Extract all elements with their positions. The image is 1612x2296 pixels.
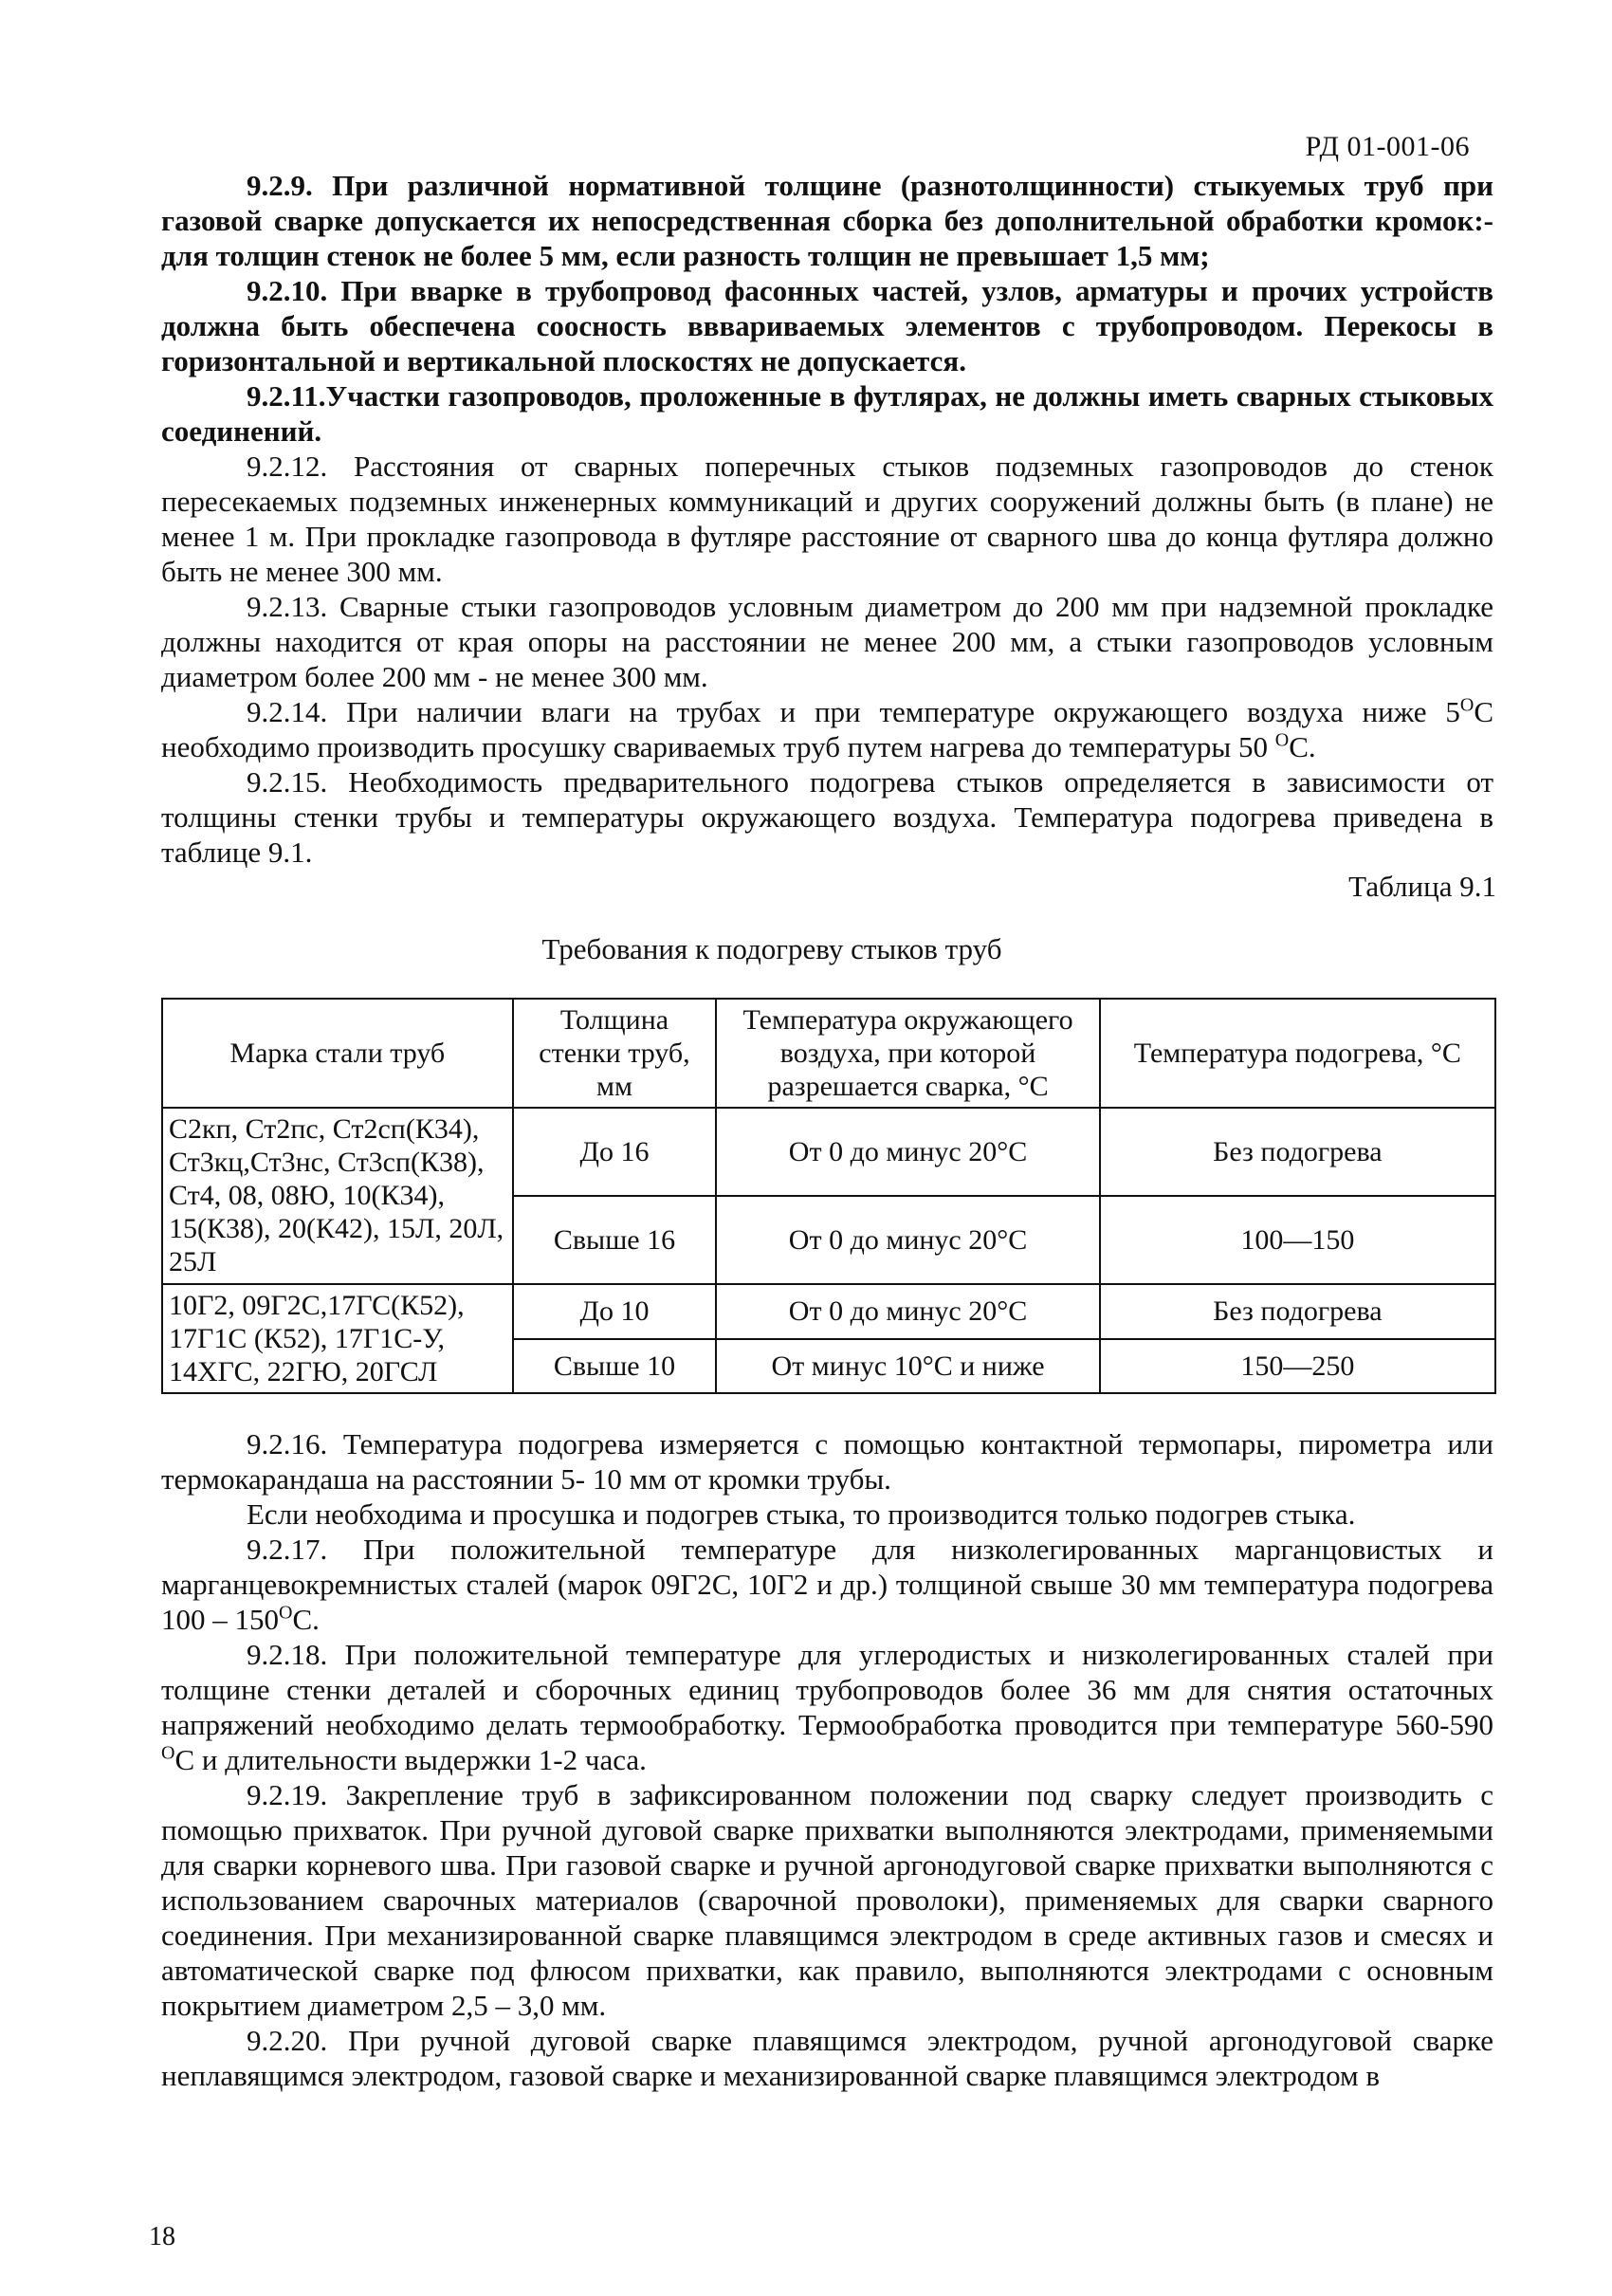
preheat-cell: Без подогрева [1100, 1284, 1495, 1339]
paragraph-9-2-19: 9.2.19. Закрепление труб в зафиксированном положении под сварку следует производить с помощью прихваток. При ручной дуговой сварке прихватки выполняются электродами, применяемыми для сварки корневого шва. При газовой сварке и ручной аргонодуговой сварке прихватки выполняются с использованием сварочных материалов (сварочной проволоки), применяемых для сварки сварного соединения. При механизированной сварке плавящимся электродом в среде активных газов и смесях и автоматической сварке под флюсом прихватки, как правило, выполняются электродами с основным покрытием диаметром 2,5 – 3,0 мм. [161, 1778, 1493, 2022]
preheat-requirements-table [161, 998, 1496, 1394]
steel-grade-cell: 10Г2, 09Г2С,17ГС(К52), 17Г1С (К52), 17Г1С-У, 14ХГС, 22ГЮ, 20ГСЛ [162, 1284, 513, 1393]
paragraph-9-2-12: 9.2.12. Расстояния от сварных поперечных стыков подземных газопроводов до стенок пересекаемых подземных инженерных коммуникаций и других сооружений должны быть (в плане) не менее 1 м. При прокладке газопровода в футляре расстояние от сварного шва до конца футляра должно быть не менее 300 мм. [161, 450, 1493, 588]
header-ambient-temperature: Температура окружающего воздуха, при которой разрешается сварка, °С [716, 999, 1099, 1108]
preheat-cell: 150—250 [1100, 1339, 1495, 1394]
thickness-cell: До 16 [513, 1108, 717, 1196]
table-label: Таблица 9.1 [1348, 870, 1496, 903]
header-preheat-temperature: Температура подогрева, °С [1100, 999, 1495, 1108]
ambient-cell: От минус 10°С и ниже [716, 1339, 1099, 1394]
thickness-cell: До 10 [513, 1284, 717, 1339]
paragraph-9-2-15: 9.2.15. Необходимость предварительного подогрева стыков определяется в зависимости от толщины стенки трубы и температуры окружающего воздуха. Температура подогрева приведена в таблице 9.1. [161, 765, 1493, 869]
table-row [162, 1284, 1495, 1339]
paragraph-9-2-18: 9.2.18. При положительной температуре для углеродистых и низколегированных сталей при толщине стенки деталей и сборочных единиц трубопроводов более 36 мм для снятия остаточных напряжений необходимо делать термообработку. Термообработка проводится при температуре 560-590 $^O$С и длительности выдержки 1-2 часа. [161, 1638, 1493, 1776]
paragraph-9-2-16: 9.2.16. Температура подогрева измеряется с помощью контактной термопары, пирометра или термокарандаша на расстоянии 5- 10 мм от кромки трубы. [161, 1427, 1493, 1496]
text-section-top [161, 168, 1493, 870]
steel-grade-cell: С2кп, Ст2пс, Ст2сп(К34), Ст3кц,Ст3нс, Ст3сп(К38), Ст4, 08, 08Ю, 10(К34), 15(К38), 20(К42), 15Л, 20Л, 25Л [162, 1108, 513, 1284]
table-title: Требования к подогреву стыков труб [541, 932, 1002, 965]
table-row [162, 1108, 1495, 1196]
text-section-bottom [161, 1426, 1493, 2093]
thickness-cell: Свыше 10 [513, 1339, 717, 1394]
paragraph-9-2-17: 9.2.17. При положительной температуре для низколегированных марганцовистых и марганцевокремнистых сталей (марок 09Г2С, 10Г2 и др.) толщиной свыше 30 мм температура подогрева $100 - 150^OС$. [161, 1533, 1493, 1636]
paragraph-9-2-14: 9.2.14. При наличии влаги на трубах и при температуре окружающего воздуха ниже $5^OС$ необходимо производить просушку свариваемых труб путем нагрева до температуры 50 $^O$С. [161, 694, 1493, 763]
paragraph-9-2-13: 9.2.13. Сварные стыки газопроводов условным диаметром до 200 мм при надземной прокладке должны находится от края опоры на расстоянии не менее 200 мм, а стыки газопроводов условным диаметром более 200 мм - не менее 300 мм. [161, 590, 1493, 693]
paragraph-9-2-16-note: Если необходима и просушка и подогрев стыка, то производится только подогрев стыка. [247, 1497, 1356, 1531]
document-code: РД 01-001-06 [1305, 131, 1470, 162]
ambient-cell: От 0 до минус 20°С [716, 1108, 1099, 1196]
thickness-cell: Свыше 16 [513, 1196, 717, 1284]
preheat-cell: 100—150 [1100, 1196, 1495, 1284]
header-steel-grade: Марка стали труб [162, 999, 513, 1108]
header-wall-thickness: Толщина стенки труб, мм [513, 999, 717, 1108]
paragraph-9-2-9: 9.2.9. При различной нормативной толщине (разнотолщинности) стыкуемых труб при газовой сварке допускается их непосредственная сборка без дополнительной обработки кромок:- для толщин стенок не более 5 мм, если разность толщин не превышает 1,5 мм; [161, 169, 1493, 272]
paragraph-9-2-11: 9.2.11.Участки газопроводов, проложенные в футлярах, не должны иметь сварных стыковых соединений. [161, 379, 1493, 448]
paragraph-9-2-10: 9.2.10. При вварке в трубопровод фасонных частей, узлов, арматуры и прочих устройств должна быть обеспечена соосность вввариваемых элементов с трубопроводом. Перекосы в горизонтальной и вертикальной плоскостях не допускается. [161, 274, 1493, 377]
ambient-cell: От 0 до минус 20°С [716, 1284, 1099, 1339]
ambient-cell: От 0 до минус 20°С [716, 1196, 1099, 1284]
page-number: 18 [149, 2222, 175, 2251]
paragraph-9-2-20: 9.2.20. При ручной дуговой сварке плавящимся электродом, ручной аргонодуговой сварке неплавящимся электродом, газовой сварке и механизированной сварке плавящимся электродом в [161, 2024, 1493, 2092]
preheat-cell: Без подогрева [1100, 1108, 1495, 1196]
table-header-row [162, 999, 1495, 1108]
